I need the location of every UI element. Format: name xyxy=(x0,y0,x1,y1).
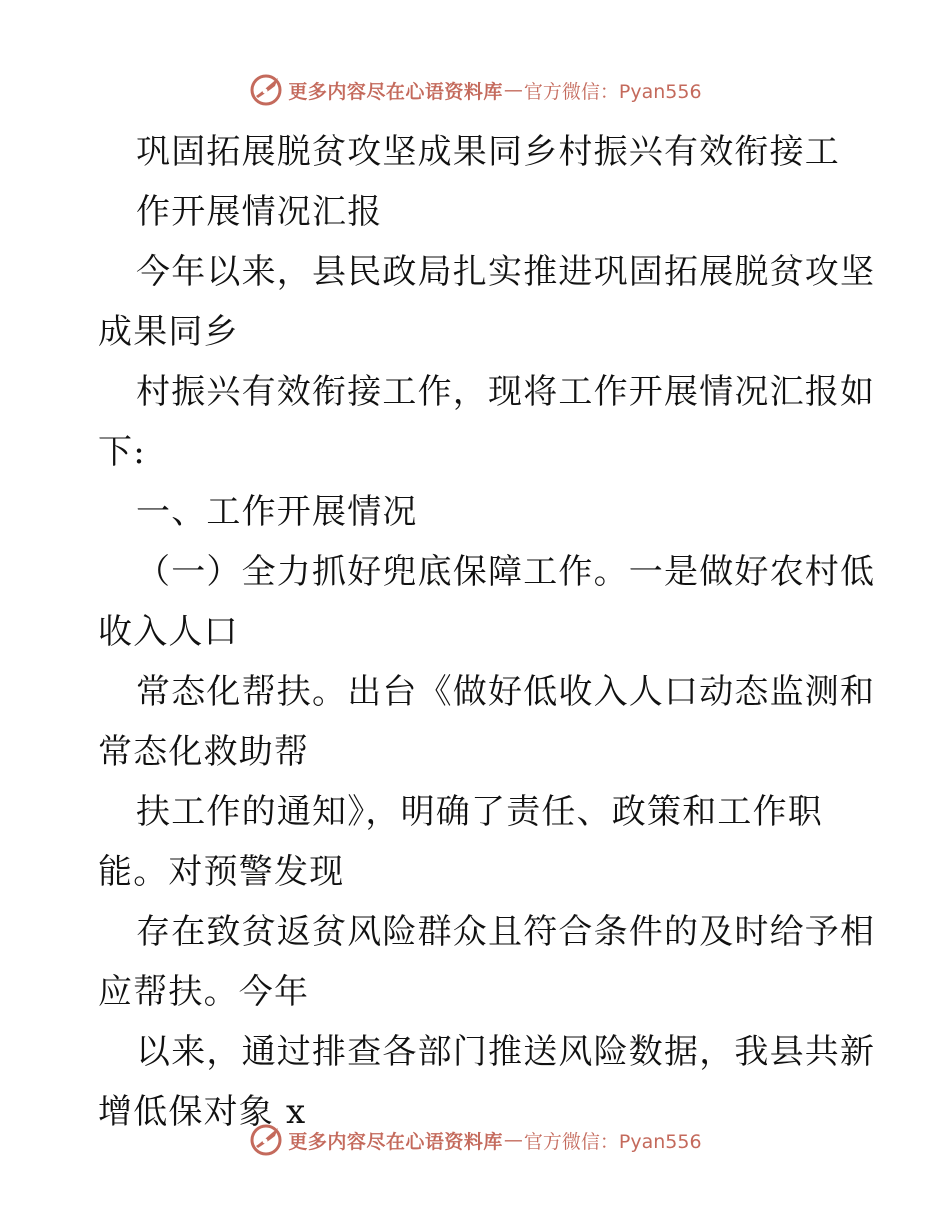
document-line: 常态化帮扶。出台《做好低收入人口动态监测和 xyxy=(136,672,876,712)
document-line: 村振兴有效衔接工作，现将工作开展情况汇报如 xyxy=(136,372,876,412)
document-line: 常态化救助帮 xyxy=(98,732,310,772)
document-line: （一）全力抓好兜底保障工作。一是做好农村低 xyxy=(136,552,876,592)
banner-separator: — xyxy=(503,79,523,101)
document-line: 今年以来，县民政局扎实推进巩固拓展脱贫攻坚 xyxy=(136,252,876,292)
document-line: 扶工作的通知》，明确了责任、政策和工作职 xyxy=(136,792,823,832)
document-line: 成果同乡 xyxy=(98,312,239,352)
pen-nib-logo-icon xyxy=(248,1122,284,1158)
document-line: 一、工作开展情况 xyxy=(136,492,418,532)
document-line: 能。对预警发现 xyxy=(98,852,345,892)
document-line: 下: xyxy=(98,432,146,472)
document-line: 作开展情况汇报 xyxy=(136,192,383,232)
document-line: 以来，通过排查各部门推送风险数据，我县共新 xyxy=(136,1032,876,1072)
document-line: 存在致贫返贫风险群众且符合条件的及时给予相 xyxy=(136,912,876,952)
banner-brand-text: 更多内容尽在心语资料库 xyxy=(288,1130,503,1153)
document-line: 收入人口 xyxy=(98,612,239,652)
banner-contact-text: 官方微信：Pyan556 xyxy=(523,80,702,103)
pen-nib-logo-icon xyxy=(248,72,284,108)
document-line: 巩固拓展脱贫攻坚成果同乡村振兴有效衔接工 xyxy=(136,132,840,172)
document-body xyxy=(98,122,876,1142)
banner-brand-text: 更多内容尽在心语资料库 xyxy=(288,80,503,103)
header-banner xyxy=(0,70,950,110)
document-line: 增低保对象 x xyxy=(98,1092,307,1132)
banner-separator: — xyxy=(503,1129,523,1151)
footer-banner xyxy=(0,1120,950,1160)
document-line: 应帮扶。今年 xyxy=(98,972,310,1012)
banner-contact-text: 官方微信：Pyan556 xyxy=(523,1130,702,1153)
